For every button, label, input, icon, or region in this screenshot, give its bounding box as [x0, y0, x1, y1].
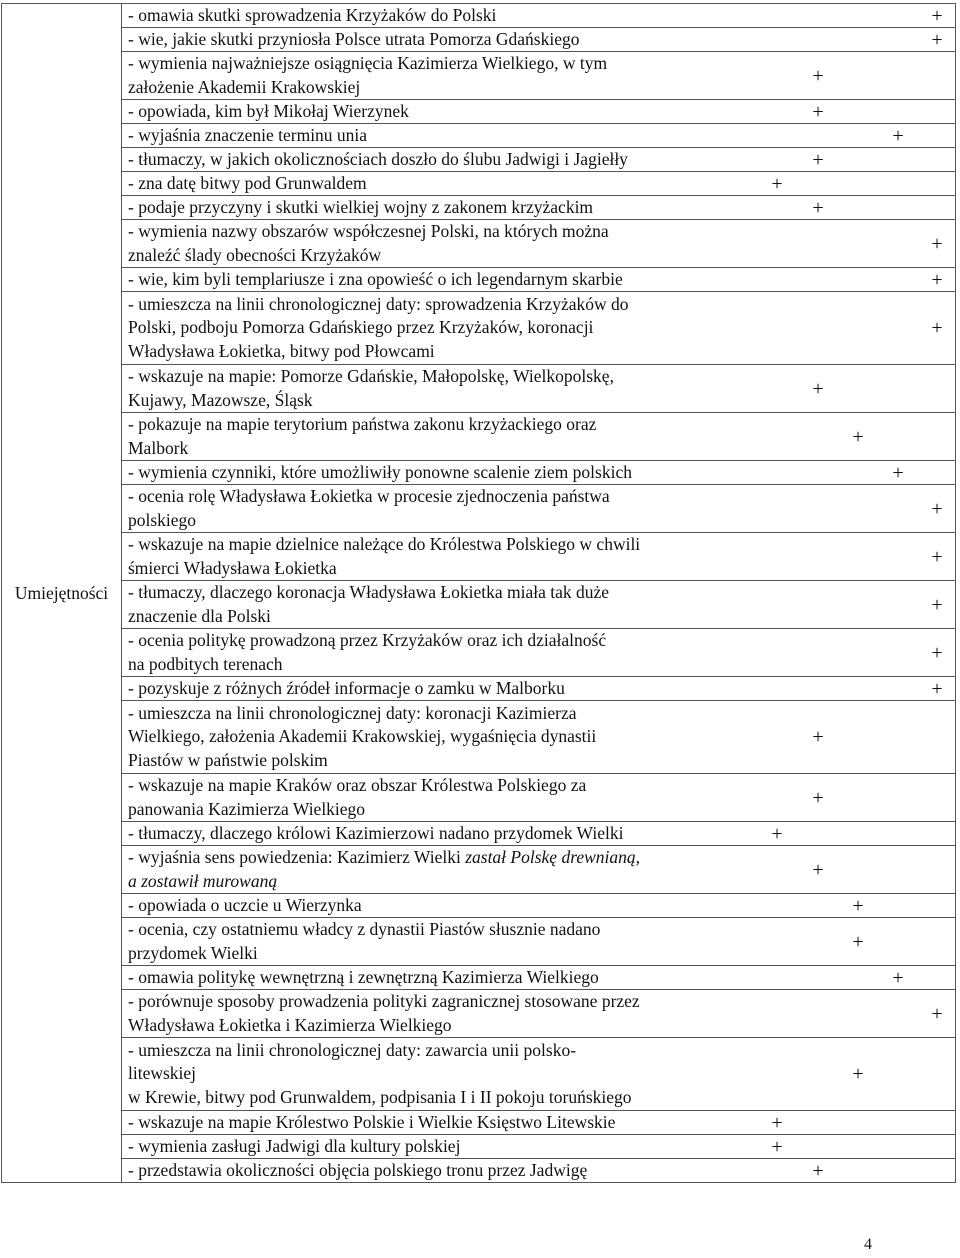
skill-cell — [122, 4, 956, 28]
skill-text-main: - wymienia najważniejsze osiągnięcia Kazimierza Wielkiego, w tym założenie Akademii Krakowskiej — [128, 53, 608, 97]
skills-table-body — [2, 4, 956, 1183]
table-row — [2, 196, 956, 220]
plus-mark: + — [931, 28, 943, 51]
plus-mark: + — [771, 1111, 783, 1134]
skill-cell — [122, 1038, 956, 1111]
skill-cell — [122, 629, 956, 677]
section-label: Umiejętności — [2, 4, 122, 1183]
skill-text — [122, 701, 955, 772]
table-row — [2, 894, 956, 918]
skill-cell — [122, 220, 956, 268]
skill-row-content — [122, 52, 955, 99]
skill-text — [122, 1159, 955, 1183]
skill-text — [122, 52, 955, 99]
skill-cell — [122, 292, 956, 365]
skill-text — [122, 1111, 955, 1135]
skill-text — [122, 822, 955, 846]
skill-text-main: - omawia skutki sprowadzenia Krzyżaków do Polski — [128, 5, 497, 25]
table-row — [2, 1135, 956, 1159]
skill-text-main: - umieszcza na linii chronologicznej daty: zawarcia unii polsko- litewskiej w Krewie, bitwy pod Grunwaldem, podpisania I i II pokoju toruńskiego — [128, 1039, 632, 1107]
plus-mark: + — [852, 425, 864, 448]
plus-mark: + — [931, 677, 943, 700]
skill-row-content — [122, 966, 955, 989]
plus-mark: + — [892, 461, 904, 484]
plus-mark: + — [812, 786, 824, 809]
skill-text-main: - ocenia politykę prowadzoną przez Krzyżaków oraz ich działalność na podbitych terenach — [128, 630, 607, 674]
skill-text-main: - opowiada, kim był Mikołaj Wierzynek — [128, 101, 409, 121]
skill-row-content — [122, 28, 955, 51]
skill-cell — [122, 28, 956, 52]
plus-mark: + — [852, 1063, 864, 1085]
skill-row-content — [122, 701, 955, 773]
skill-text — [122, 28, 955, 52]
plus-mark: + — [931, 232, 943, 255]
skill-cell — [122, 581, 956, 629]
skill-text-main: - wskazuje na mapie Królestwo Polskie i Wielkie Księstwo Litewskie — [128, 1112, 616, 1132]
skill-row-content — [122, 4, 955, 27]
table-row — [2, 701, 956, 774]
skill-text — [122, 846, 955, 893]
plus-mark: + — [931, 4, 943, 27]
skill-row-content — [122, 846, 955, 893]
plus-mark: + — [931, 545, 943, 568]
plus-mark: + — [812, 726, 824, 748]
plus-mark: + — [812, 1159, 824, 1182]
skill-cell — [122, 461, 956, 485]
skill-row-content — [122, 629, 955, 676]
skill-row-content — [122, 1135, 955, 1158]
skill-row-content — [122, 774, 955, 821]
skill-text — [122, 172, 955, 196]
table-row — [2, 52, 956, 100]
skill-text-main: - ocenia rolę Władysława Łokietka w procesie zjednoczenia państwa polskiego — [128, 486, 610, 530]
plus-mark: + — [812, 196, 824, 219]
skill-cell — [122, 124, 956, 148]
table-row — [2, 1038, 956, 1111]
plus-mark: + — [771, 822, 783, 845]
skill-cell — [122, 196, 956, 220]
table-row — [2, 966, 956, 990]
skill-text-italic: zastał Polskę drewnianą, a zostawił murowaną — [128, 847, 641, 891]
skill-cell — [122, 100, 956, 124]
skill-text-main: - ocenia, czy ostatniemu władcy z dynastii Piastów słusznie nadano przydomek Wielki — [128, 919, 601, 963]
skill-text-main: - umieszcza na linii chronologicznej daty: koronacji Kazimierza Wielkiego, założenia Akademii Krakowskiej, wygaśnięcia dynastii Piastów w państwie polskim — [128, 702, 597, 770]
skill-cell — [122, 846, 956, 894]
skill-text-main: - wie, jakie skutki przyniosła Polsce utrata Pomorza Gdańskiego — [128, 29, 580, 49]
table-row — [2, 1159, 956, 1183]
skill-text-main: - tłumaczy, dlaczego koronacja Władysława Łokietka miała tak duże znaczenie dla Polski — [128, 582, 610, 626]
skill-row-content — [122, 461, 955, 484]
skill-row-content — [122, 220, 955, 267]
skill-text — [122, 1135, 955, 1159]
skill-row-content — [122, 581, 955, 628]
plus-mark: + — [931, 593, 943, 616]
skill-cell — [122, 148, 956, 172]
skill-row-content — [122, 822, 955, 845]
skill-row-content — [122, 413, 955, 460]
skill-text — [122, 677, 955, 701]
skill-text-main: - przedstawia okoliczności objęcia polskiego tronu przez Jadwigę — [128, 1160, 588, 1180]
plus-mark: + — [931, 317, 943, 339]
table-row — [2, 28, 956, 52]
skill-text — [122, 220, 955, 267]
table-row — [2, 124, 956, 148]
skill-text-main: - opowiada o uczcie u Wierzynka — [128, 895, 362, 915]
table-row — [2, 172, 956, 196]
skill-cell — [122, 172, 956, 196]
skill-text — [122, 894, 955, 918]
skill-text — [122, 292, 955, 363]
skill-text-main: - porównuje sposoby prowadzenia polityki zagranicznej stosowane przez Władysława Łokietka i Kazimierza Wielkiego — [128, 991, 640, 1035]
skill-text — [122, 268, 955, 292]
skill-text — [122, 629, 955, 676]
skill-cell — [122, 677, 956, 701]
plus-mark: + — [931, 497, 943, 520]
skill-text-main: - pokazuje na mapie terytorium państwa zakonu krzyżackiego oraz Malbork — [128, 414, 597, 458]
skill-cell — [122, 894, 956, 918]
skill-row-content — [122, 677, 955, 700]
skill-text-main: - wymienia czynniki, które umożliwiły ponowne scalenie ziem polskich — [128, 462, 632, 482]
skill-row-content — [122, 485, 955, 532]
table-row — [2, 100, 956, 124]
plus-mark: + — [892, 966, 904, 989]
table-row — [2, 990, 956, 1038]
skill-row-content — [122, 1159, 955, 1182]
table-row — [2, 413, 956, 461]
plus-mark: + — [812, 858, 824, 881]
table-row — [2, 461, 956, 485]
table-row — [2, 846, 956, 894]
skill-cell — [122, 966, 956, 990]
skill-text — [122, 196, 955, 220]
skill-row-content — [122, 172, 955, 195]
table-row — [2, 918, 956, 966]
plus-mark: + — [812, 377, 824, 400]
plus-mark: + — [812, 100, 824, 123]
skill-text-main: - podaje przyczyny i skutki wielkiej wojny z zakonem krzyżackim — [128, 197, 594, 217]
table-row — [2, 148, 956, 172]
skill-text — [122, 413, 955, 460]
skill-cell — [122, 533, 956, 581]
plus-mark: + — [812, 64, 824, 87]
table-row — [2, 4, 956, 28]
table-row — [2, 581, 956, 629]
skill-text — [122, 581, 955, 628]
skill-cell — [122, 365, 956, 413]
skill-text — [122, 148, 955, 172]
skill-cell — [122, 701, 956, 774]
skill-text — [122, 1038, 955, 1109]
skill-text-main: - wyjaśnia znaczenie terminu unia — [128, 125, 368, 145]
table-row — [2, 677, 956, 701]
skill-row-content — [122, 990, 955, 1037]
skill-row-content — [122, 100, 955, 123]
skill-text-main: - wskazuje na mapie Kraków oraz obszar Królestwa Polskiego za panowania Kazimierza Wielkiego — [128, 775, 587, 819]
skill-text-main: - omawia politykę wewnętrzną i zewnętrzną Kazimierza Wielkiego — [128, 967, 599, 987]
skill-text — [122, 485, 955, 532]
plus-mark: + — [852, 930, 864, 953]
skill-text — [122, 461, 955, 485]
skill-text — [122, 124, 955, 148]
skill-row-content — [122, 1111, 955, 1134]
skill-row-content — [122, 918, 955, 965]
skill-text — [122, 990, 955, 1037]
table-row — [2, 292, 956, 365]
table-row — [2, 268, 956, 292]
skill-row-content — [122, 365, 955, 412]
plus-mark: + — [931, 1002, 943, 1025]
skill-cell — [122, 822, 956, 846]
skill-cell — [122, 485, 956, 533]
skill-text — [122, 4, 955, 28]
skill-text-main: - pozyskuje z różnych źródeł informacje o zamku w Malborku — [128, 678, 565, 698]
skill-cell — [122, 413, 956, 461]
skill-row-content — [122, 1038, 955, 1110]
table-row — [2, 822, 956, 846]
plus-mark: + — [931, 641, 943, 664]
skill-row-content — [122, 124, 955, 147]
skill-text-main: - wskazuje na mapie dzielnice należące do Królestwa Polskiego w chwili śmierci Władysława Łokietka — [128, 534, 641, 578]
skill-text-main: - wymienia nazwy obszarów współczesnej Polski, na których można znaleźć ślady obecności Krzyżaków — [128, 221, 609, 265]
skill-text-main: - umieszcza na linii chronologicznej daty: sprowadzenia Krzyżaków do Polski, podboju Pomorza Gdańskiego przez Krzyżaków, koronacji Władysława Łokietka, bitwy pod Płowcami — [128, 293, 629, 361]
skill-text-main: - wyjaśnia sens powiedzenia: Kazimierz Wielki — [128, 847, 466, 867]
skill-cell — [122, 1135, 956, 1159]
skill-cell — [122, 1111, 956, 1135]
skill-text-main: - tłumaczy, w jakich okolicznościach doszło do ślubu Jadwigi i Jagiełły — [128, 149, 628, 169]
skill-cell — [122, 268, 956, 292]
skills-table — [1, 3, 956, 1183]
plus-mark: + — [771, 1135, 783, 1158]
skill-text-main: - tłumaczy, dlaczego królowi Kazimierzowi nadano przydomek Wielki — [128, 823, 624, 843]
skill-row-content — [122, 148, 955, 171]
plus-mark: + — [771, 172, 783, 195]
plus-mark: + — [812, 148, 824, 171]
table-row — [2, 485, 956, 533]
skill-row-content — [122, 533, 955, 580]
skill-text — [122, 533, 955, 580]
skill-row-content — [122, 894, 955, 917]
skill-cell — [122, 990, 956, 1038]
skill-cell — [122, 774, 956, 822]
table-row — [2, 1111, 956, 1135]
table-row — [2, 220, 956, 268]
skill-text — [122, 774, 955, 821]
plus-mark: + — [892, 124, 904, 147]
table-row — [2, 774, 956, 822]
skill-text-main: - wskazuje na mapie: Pomorze Gdańskie, Małopolskę, Wielkopolskę, Kujawy, Mazowsze, Śląsk — [128, 366, 614, 410]
skill-row-content — [122, 268, 955, 291]
skill-cell — [122, 918, 956, 966]
skill-text — [122, 966, 955, 990]
skill-text-main: - wie, kim byli templariusze i zna opowieść o ich legendarnym skarbie — [128, 269, 623, 289]
page-number: 4 — [864, 1236, 872, 1253]
skill-text — [122, 918, 955, 965]
skill-text-main: - wymienia zasługi Jadwigi dla kultury polskiej — [128, 1136, 461, 1156]
skill-text — [122, 365, 955, 412]
table-row — [2, 629, 956, 677]
plus-mark: + — [852, 894, 864, 917]
skill-row-content — [122, 196, 955, 219]
plus-mark: + — [931, 268, 943, 291]
table-row — [2, 533, 956, 581]
skill-text — [122, 100, 955, 124]
skill-text-main: - zna datę bitwy pod Grunwaldem — [128, 173, 367, 193]
skill-cell — [122, 1159, 956, 1183]
skill-cell — [122, 52, 956, 100]
table-row — [2, 365, 956, 413]
skill-row-content — [122, 292, 955, 364]
